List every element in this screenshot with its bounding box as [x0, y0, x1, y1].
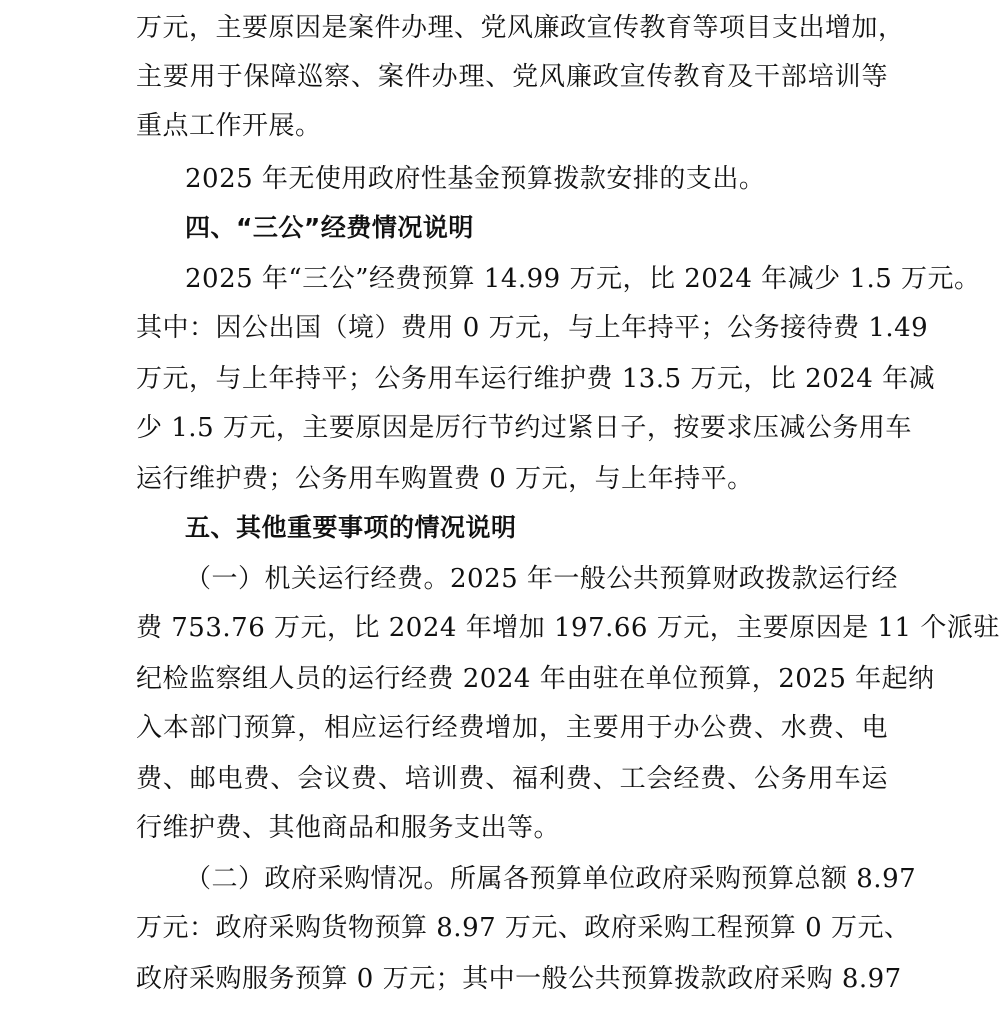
section-heading: 四、“三公”经费情况说明	[185, 213, 474, 242]
paragraph-line: 运行维护费；公务用车购置费 0 万元，与上年持平。	[136, 464, 754, 494]
paragraph-line: 万元，主要原因是案件办理、党风廉政宣传教育等项目支出增加，	[136, 13, 905, 43]
paragraph-line: 2025 年“三公”经费预算 14.99 万元，比 2024 年减少 1.5 万元。	[185, 264, 981, 294]
paragraph-line: 主要用于保障巡察、案件办理、党风廉政宣传教育及干部培训等	[136, 62, 888, 92]
paragraph-line: 万元，与上年持平；公务用车运行维护费 13.5 万元，比 2024 年减	[136, 364, 936, 394]
paragraph-line: 入本部门预算，相应运行经费增加，主要用于办公费、水费、电	[136, 713, 888, 743]
paragraph-line: 万元：政府采购货物预算 8.97 万元、政府采购工程预算 0 万元、	[136, 913, 911, 943]
section-heading: 五、其他重要事项的情况说明	[185, 513, 517, 542]
paragraph-line: （二）政府采购情况。所属各预算单位政府采购预算总额 8.97	[185, 864, 917, 894]
paragraph-line: 重点工作开展。	[136, 111, 322, 141]
paragraph-line: 费、邮电费、会议费、培训费、福利费、工会经费、公务用车运	[136, 764, 888, 794]
paragraph-line: 行维护费、其他商品和服务支出等。	[136, 813, 561, 843]
paragraph-line: 费 753.76 万元，比 2024 年增加 197.66 万元，主要原因是 11 个派驻	[136, 613, 1000, 643]
paragraph-line: 2025 年无使用政府性基金预算拨款安排的支出。	[185, 164, 766, 194]
paragraph-line: 政府采购服务预算 0 万元；其中一般公共预算拨款政府采购 8.97	[136, 964, 902, 994]
paragraph-line: 少 1.5 万元，主要原因是厉行节约过紧日子，按要求压减公务用车	[136, 413, 912, 443]
paragraph-line: 其中：因公出国（境）费用 0 万元，与上年持平；公务接待费 1.49	[136, 313, 929, 343]
paragraph-line: （一）机关运行经费。2025 年一般公共预算财政拨款运行经	[185, 564, 898, 594]
paragraph-line: 纪检监察组人员的运行经费 2024 年由驻在单位预算，2025 年起纳	[136, 664, 935, 694]
